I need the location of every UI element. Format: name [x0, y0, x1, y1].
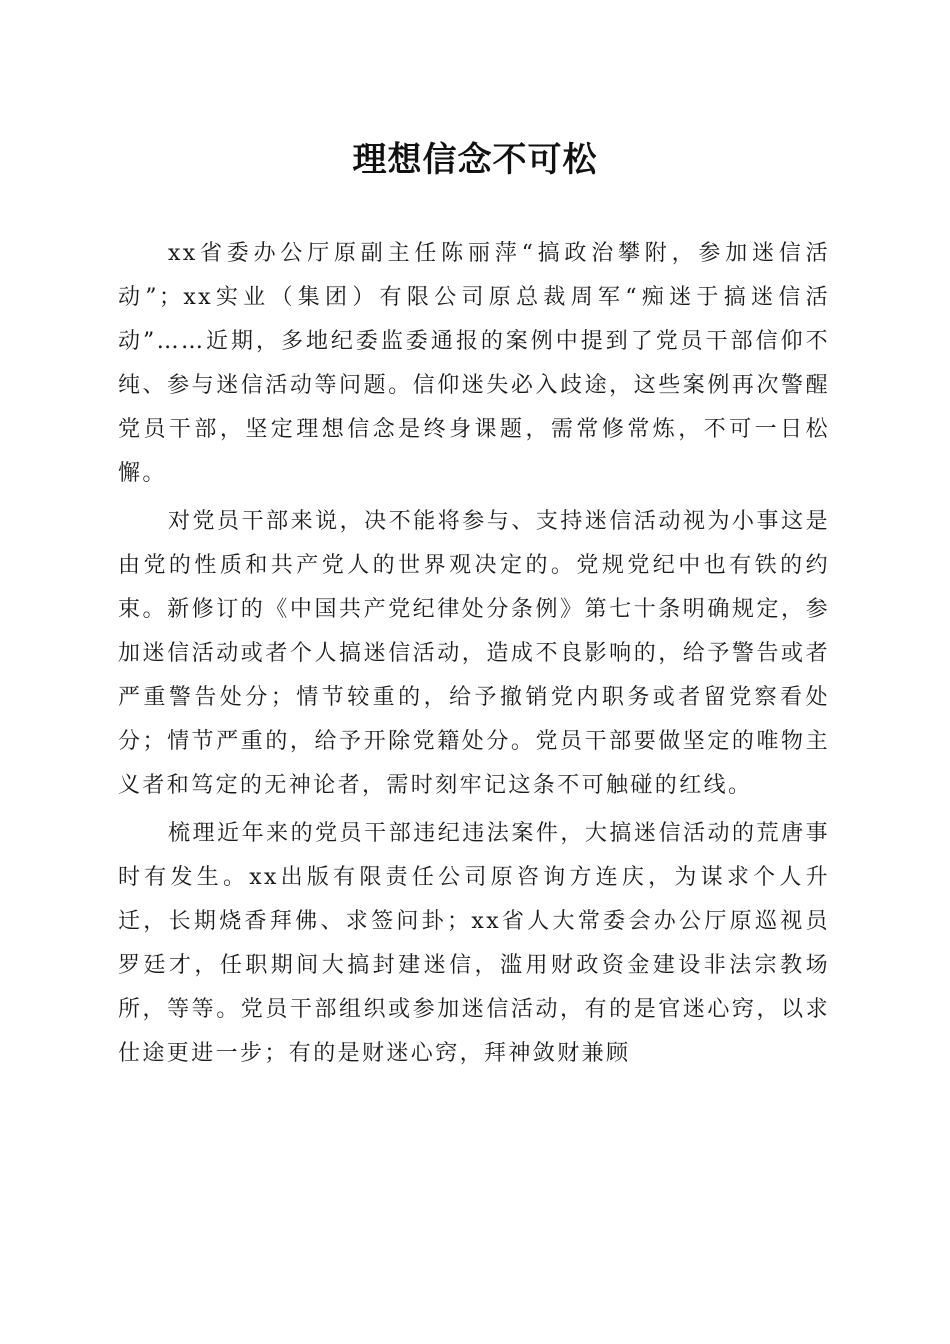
paragraph-2: 对党员干部来说，决不能将参与、支持迷信活动视为小事这是由党的性质和共产党人的世界观决定的。党规党纪中也有铁的约束。新修订的《中国共产党纪律处分条例》第七十条明确规定，参加迷信活动或者个人搞迷信活动，造成不良影响的，给予警告或者严重警告处分；情节较重的，给予撤销党内职务或者留党察看处分；情节严重的，给予开除党籍处分。党员干部要做坚定的唯物主义者和笃定的无神论者，需时刻牢记这条不可触碰的红线。: [118, 509, 830, 798]
paragraph-1: xx省委办公厅原副主任陈丽萍“搞政治攀附，参加迷信活动”；xx实业（集团）有限公司原总裁周军“痴迷于搞迷信活动”……近期，多地纪委监委通报的案例中提到了党员干部信仰不纯、参与迷信活动等问题。信仰迷失必入歧途，这些案例再次警醒党员干部，坚定理想信念是终身课题，需常修常炼，不可一日松懈。: [118, 241, 830, 486]
document-title: 理想信念不可松: [352, 140, 598, 180]
document-body: [118, 232, 830, 1076]
paragraph-3: 梳理近年来的党员干部违纪违法案件，大搞迷信活动的荒唐事时有发生。xx出版有限责任公司原咨询方连庆，为谋求个人升迁，长期烧香拜佛、求签问卦；xx省人大常委会办公厅原巡视员罗廷才，任职期间大搞封建迷信，滥用财政资金建设非法宗教场所，等等。党员干部组织或参加迷信活动，有的是官迷心窍，以求仕途更进一步；有的是财迷心窍，拜神敛财兼顾: [118, 821, 830, 1066]
